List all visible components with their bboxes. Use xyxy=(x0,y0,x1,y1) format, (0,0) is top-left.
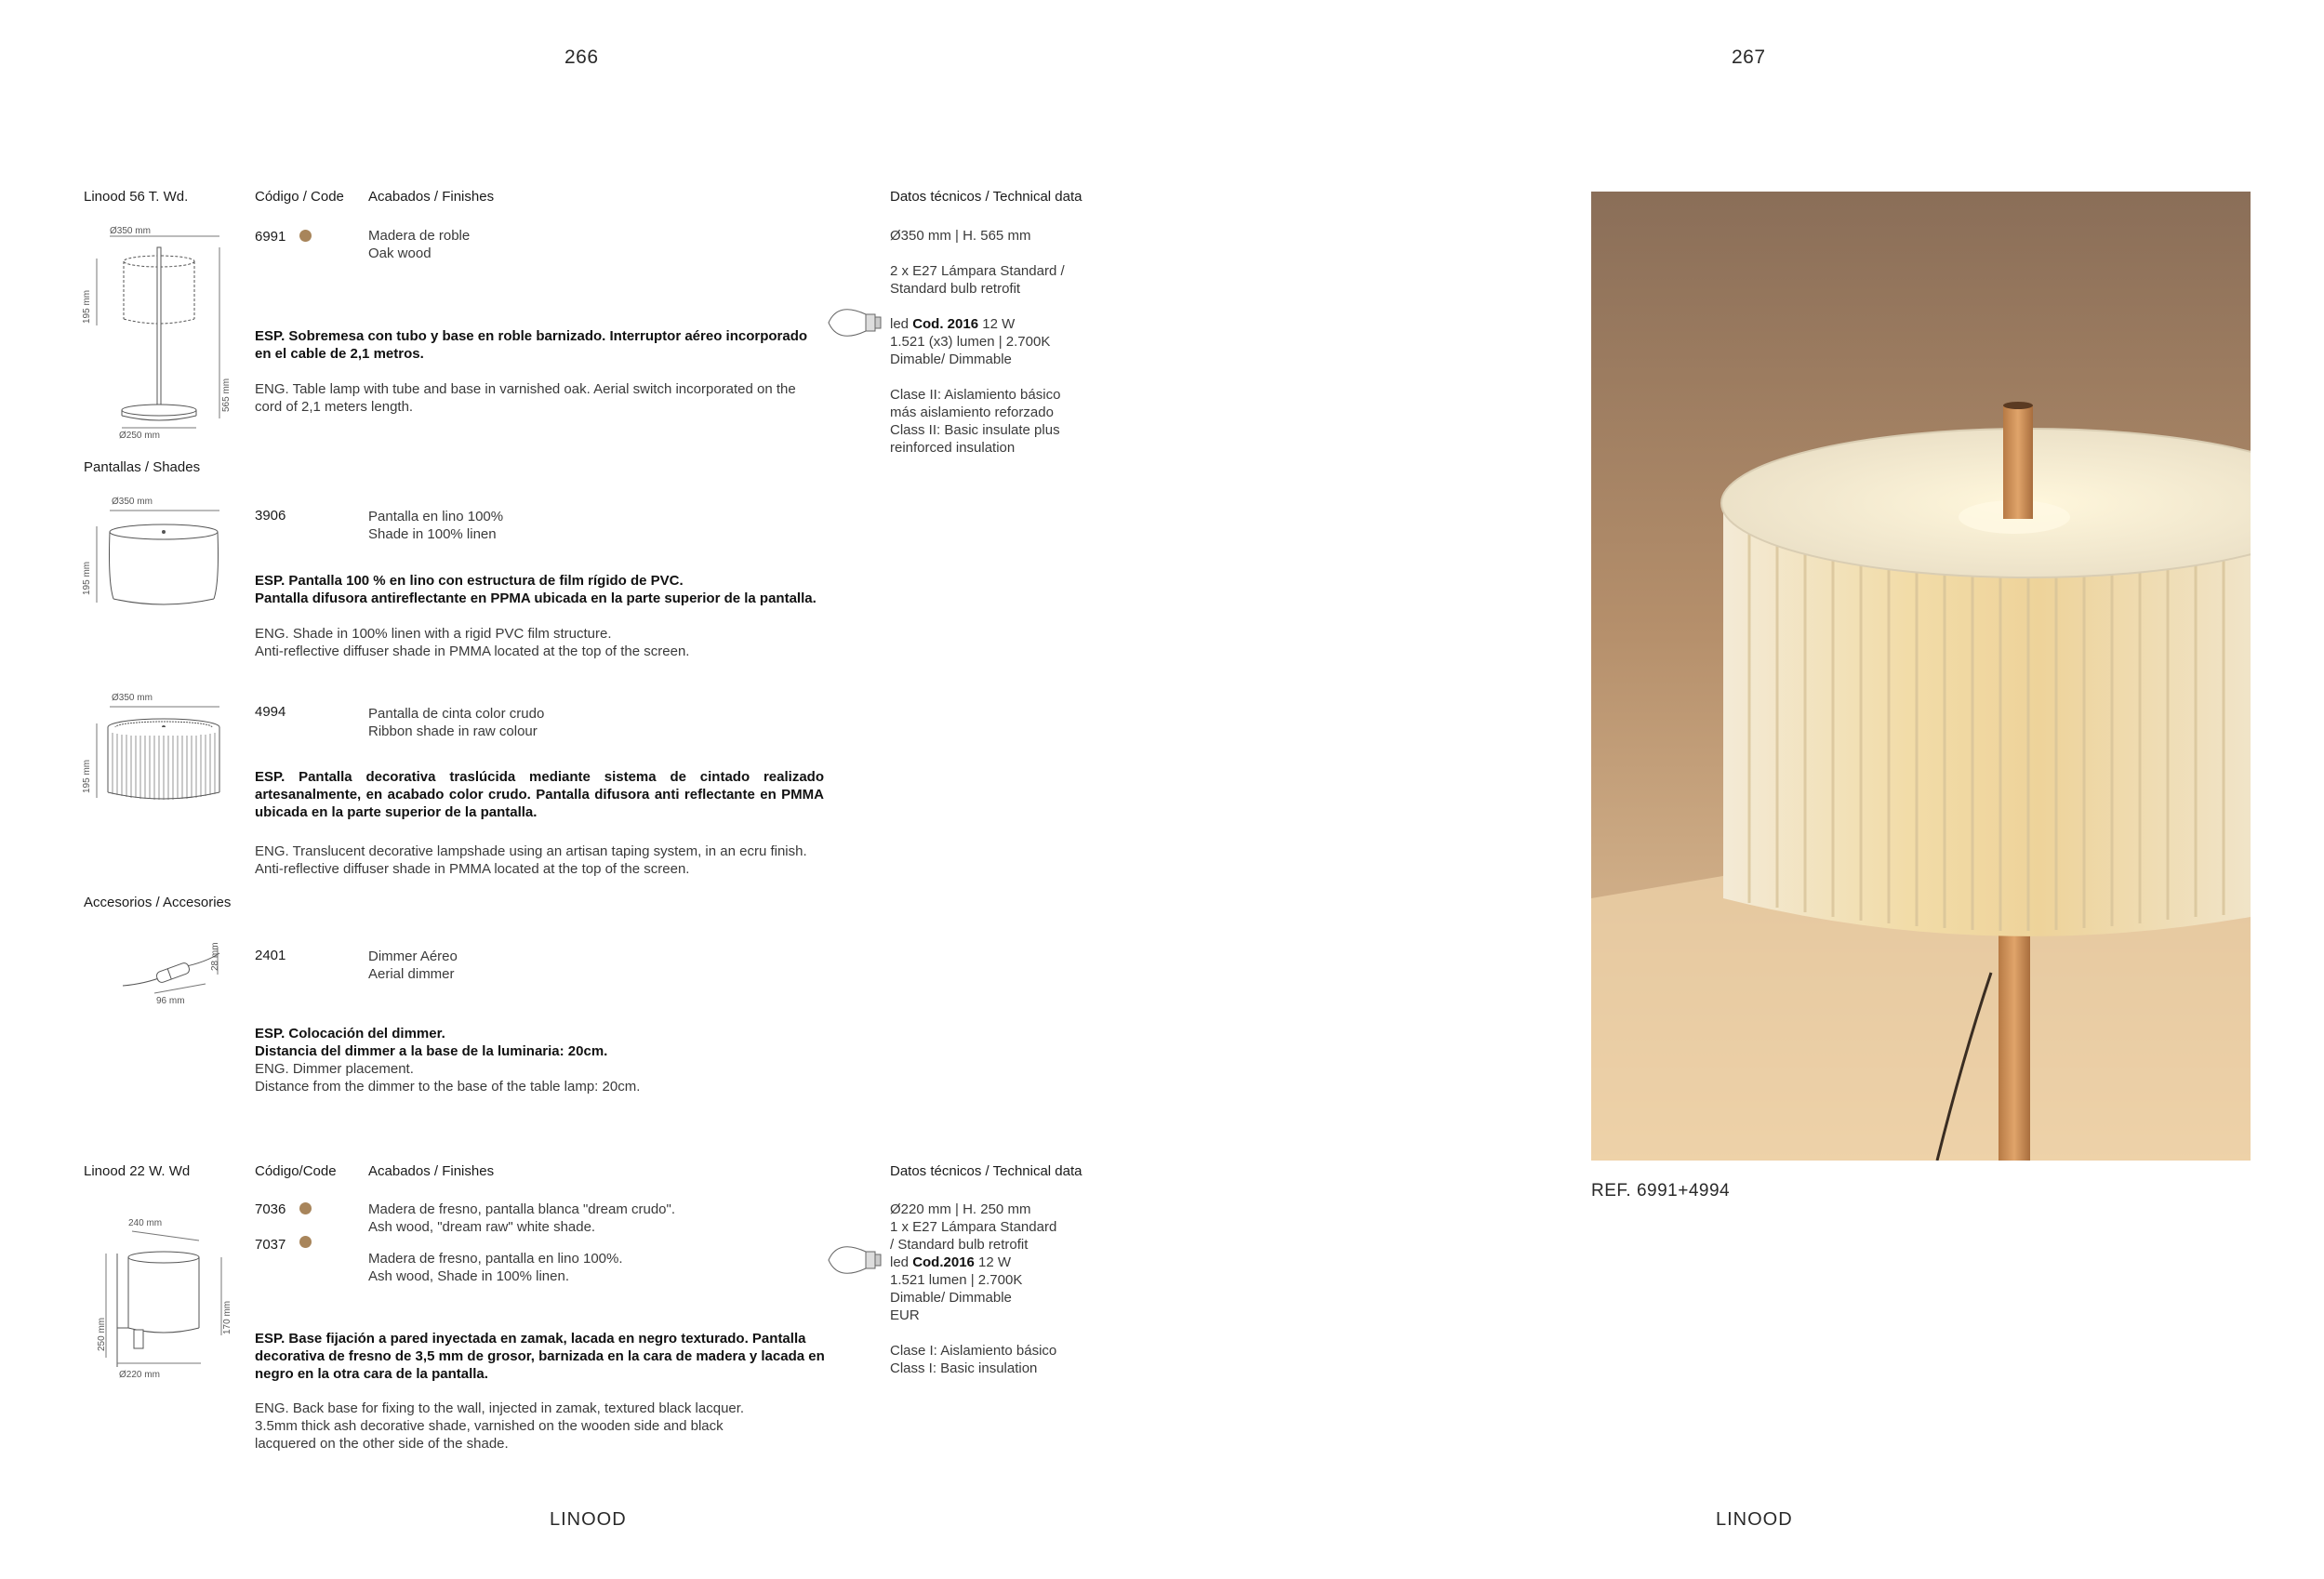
shade1-finish-es: Pantalla en lino 100% xyxy=(368,509,504,524)
table-lamp-drawing xyxy=(80,221,238,445)
product2-tech xyxy=(890,1201,1095,1377)
dimmer-dim-width: 96 mm xyxy=(156,996,185,1006)
linen-shade-drawing xyxy=(80,498,238,610)
product1-tech-bulb1: 2 x E27 Lámpara Standard / xyxy=(890,263,1065,279)
product1-tech-bulb2: Standard bulb retrofit xyxy=(890,281,1021,297)
shade1-desc-es-2: Pantalla difusora antireflectante en PPMA ubicada en la parte superior de la pantalla. xyxy=(255,590,817,606)
product1-dim-shade-height: 195 mm xyxy=(82,289,92,324)
shade1-desc-en-2: Anti-reflective diffuser shade in PMMA located at the top of the screen. xyxy=(255,644,690,659)
product1-finishes-header: Acabados / Finishes xyxy=(368,189,495,205)
product2-desc-en xyxy=(255,1400,869,1453)
ribbon-shade-drawing xyxy=(80,696,238,812)
product2-finish1-es: Madera de fresno, pantalla blanca "dream crudo". xyxy=(368,1201,676,1217)
shade2-dim-top: Ø350 mm xyxy=(112,693,153,703)
shade2-desc-es: ESP. Pantalla decorativa traslúcida mediante sistema de cintado realizado artesanalmente, en acabado color crudo. Pantalla difusora anti reflectante en PMMA ubicada en la parte superior de la pantalla. xyxy=(255,769,824,820)
accessories-title: Accesorios / Accesories xyxy=(84,895,232,910)
led-watt: 12 W xyxy=(978,316,1016,332)
product2-tech-class2: Class I: Basic insulation xyxy=(890,1360,1038,1376)
lamp-photo xyxy=(1591,192,2251,1161)
shade2-dim-height: 195 mm xyxy=(82,759,92,793)
product1-desc-en: ENG. Table lamp with tube and base in varnished oak. Aerial switch incorporated on the cord of 2,1 meters length. xyxy=(255,381,796,415)
oak-color-swatch xyxy=(299,230,312,242)
product2-tech-led xyxy=(890,1254,1095,1271)
product2-name: Linood 22 W. Wd xyxy=(84,1163,191,1179)
product2-finish2-en: Ash wood, Shade in 100% linen. xyxy=(368,1268,569,1284)
product2-tech-bulb1: 1 x E27 Lámpara Standard xyxy=(890,1219,1057,1235)
shade1-code: 3906 xyxy=(255,508,286,524)
product1-tech-size: Ø350 mm | H. 565 mm xyxy=(890,228,1031,244)
dimmer-finish-es: Dimmer Aéreo xyxy=(368,949,458,964)
shade2-code: 4994 xyxy=(255,704,286,720)
product1-tech-class2: más aislamiento reforzado xyxy=(890,405,1054,420)
shade1-finish-en: Shade in 100% linen xyxy=(368,526,497,542)
product1-tech-class1: Clase II: Aislamiento básico xyxy=(890,387,1061,403)
product2-code-2: 7037 xyxy=(255,1237,286,1253)
product2-dim-total-height: 250 mm xyxy=(97,1317,107,1351)
product1-tech-class4: reinforced insulation xyxy=(890,440,1016,456)
product2-finish-2 xyxy=(368,1250,623,1285)
shade2-desc-en: ENG. Translucent decorative lampshade using an artisan taping system, in an ecru finish. Anti-reflective diffuser shade in PMMA located at the top of the screen. xyxy=(255,843,807,877)
dimmer-desc-en-2: Distance from the dimmer to the base of the table lamp: 20cm. xyxy=(255,1079,641,1095)
shade2-finish-es: Pantalla de cinta color crudo xyxy=(368,706,545,722)
dimmer-desc-es-2: Distancia del dimmer a la base de la luminaria: 20cm. xyxy=(255,1043,608,1059)
dimmer-dim-height: 28 mm xyxy=(210,942,220,971)
led-code: Cod. 2016 xyxy=(912,316,979,332)
product2-desc-en-3: lacquered on the other side of the shade. xyxy=(255,1436,509,1452)
product2-finish-1 xyxy=(368,1201,675,1236)
shade1-dim-top: Ø350 mm xyxy=(112,497,153,507)
dimmer-code: 2401 xyxy=(255,948,286,963)
product2-tech-header: Datos técnicos / Technical data xyxy=(890,1163,1082,1179)
led-watt-2: 12 W xyxy=(974,1254,1012,1270)
product2-tech-lumen: 1.521 lumen | 2.700K xyxy=(890,1272,1023,1288)
shade1-dim-height: 195 mm xyxy=(82,561,92,595)
led-prefix: led xyxy=(890,316,913,332)
product2-code-header: Código/Code xyxy=(255,1163,337,1179)
shade1-desc-en-1: ENG. Shade in 100% linen with a rigid PVC film structure. xyxy=(255,626,612,642)
product1-code-header: Código / Code xyxy=(255,189,344,205)
product1-tech-header: Datos técnicos / Technical data xyxy=(890,189,1082,205)
bulb-icon-2 xyxy=(825,1242,888,1282)
product2-tech-size: Ø220 mm | H. 250 mm xyxy=(890,1201,1031,1217)
shades-title: Pantallas / Shades xyxy=(84,459,201,475)
product1-name: Linood 56 T. Wd. xyxy=(84,189,189,205)
product2-tech-eur: EUR xyxy=(890,1307,920,1323)
product1-dim-total-height: 565 mm xyxy=(221,378,232,412)
shade1-desc-en xyxy=(255,625,850,660)
shade1-desc-es-1: ESP. Pantalla 100 % en lino con estructura de film rígido de PVC. xyxy=(255,573,684,589)
product1-finish-en: Oak wood xyxy=(368,245,432,261)
right-page-footer: LINOOD xyxy=(1716,1509,1793,1530)
right-page-number: 267 xyxy=(1732,46,1766,68)
product2-finishes-header: Acabados / Finishes xyxy=(368,1163,495,1179)
product2-finish2-es: Madera de fresno, pantalla en lino 100%. xyxy=(368,1251,623,1267)
shade1-desc-es xyxy=(255,572,850,607)
wall-lamp-drawing xyxy=(80,1209,238,1386)
product2-tech-dim: Dimable/ Dimmable xyxy=(890,1290,1012,1306)
dimmer-desc-en-1: ENG. Dimmer placement. xyxy=(255,1061,414,1077)
photo-reference: REF. 6991+4994 xyxy=(1591,1181,1731,1201)
product2-finish1-en: Ash wood, "dream raw" white shade. xyxy=(368,1219,596,1235)
product2-dim-diameter: Ø220 mm xyxy=(119,1370,160,1380)
product1-code: 6991 xyxy=(255,229,286,245)
dimmer-finish xyxy=(368,948,458,983)
dimmer-finish-en: Aerial dimmer xyxy=(368,966,455,982)
product2-tech-bulb2: / Standard bulb retrofit xyxy=(890,1237,1029,1253)
product1-finish-es: Madera de roble xyxy=(368,228,471,244)
left-page-number: 266 xyxy=(564,46,599,68)
product1-desc-es: ESP. Sobremesa con tubo y base en roble barnizado. Interruptor aéreo incorporado en el cable de 2,1 metros. xyxy=(255,328,808,362)
product1-dim-top: Ø350 mm xyxy=(110,226,151,236)
ash-color-swatch-2 xyxy=(299,1236,312,1248)
shade1-finish xyxy=(368,508,503,543)
product1-tech-lumen: 1.521 (x3) lumen | 2.700K xyxy=(890,334,1051,350)
product2-desc-en-2: 3.5mm thick ash decorative shade, varnished on the wooden side and black xyxy=(255,1418,724,1434)
ash-color-swatch-1 xyxy=(299,1202,312,1214)
bulb-icon xyxy=(825,305,888,345)
shade2-finish-en: Ribbon shade in raw colour xyxy=(368,723,538,739)
product2-tech-class1: Clase I: Aislamiento básico xyxy=(890,1343,1057,1359)
dimmer-desc xyxy=(255,1025,850,1095)
product2-desc-es: ESP. Base fijación a pared inyectada en zamak, lacada en negro texturado. Pantalla decorativa de fresno de 3,5 mm de grosor, barnizada en la cara de madera y lacada en negro en la otra cara de la pantalla. xyxy=(255,1331,825,1382)
product1-finish xyxy=(368,227,470,262)
shade2-finish xyxy=(368,705,544,740)
product1-dim-base: Ø250 mm xyxy=(119,431,160,441)
left-page-footer: LINOOD xyxy=(550,1509,627,1530)
product1-tech-class3: Class II: Basic insulate plus xyxy=(890,422,1060,438)
dimmer-desc-es-1: ESP. Colocación del dimmer. xyxy=(255,1026,445,1042)
led-code-2: Cod.2016 xyxy=(912,1254,975,1270)
product2-desc-en-1: ENG. Back base for fixing to the wall, injected in zamak, textured black lacquer. xyxy=(255,1400,745,1416)
product2-dim-shade-height: 170 mm xyxy=(222,1300,232,1334)
product2-dim-width: 240 mm xyxy=(128,1218,163,1228)
product2-code-1: 7036 xyxy=(255,1201,286,1217)
product1-tech-led xyxy=(890,315,1095,333)
product1-tech xyxy=(890,227,1095,457)
product1-tech-dim: Dimable/ Dimmable xyxy=(890,352,1012,367)
led-prefix-2: led xyxy=(890,1254,913,1270)
